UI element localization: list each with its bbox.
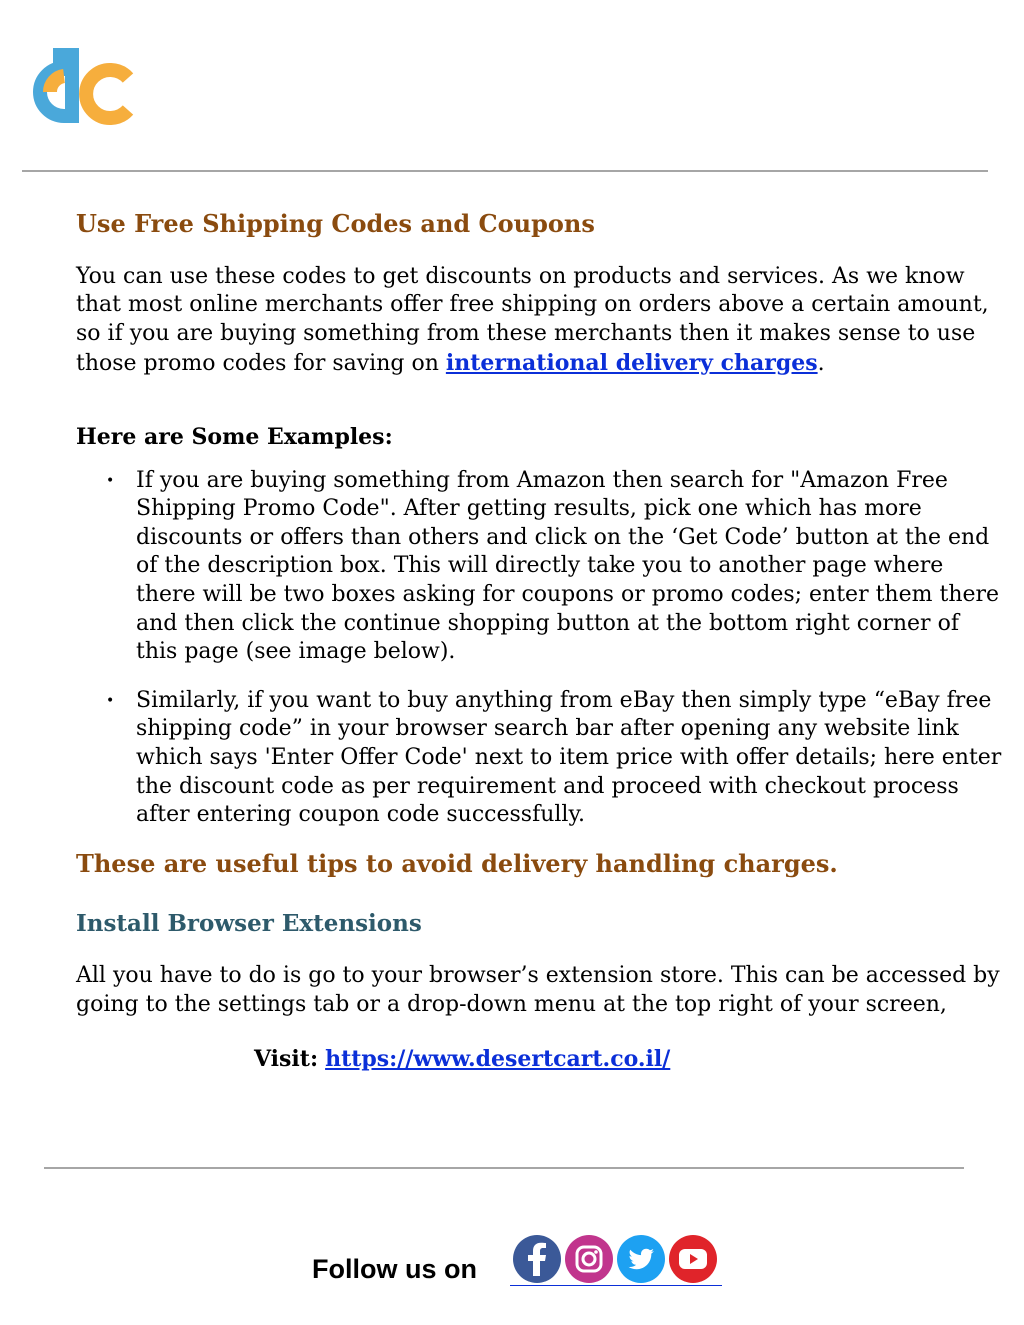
list-item-text: Similarly, if you want to buy anything from eBay then simply type “eBay free shipping code” in your browser search bar after opening any website link which says 'Enter Offer Code' next to item price with offer details; here enter the discount code as per requirement and proceed with checkout process after entering coupon code successfully. (136, 687, 1002, 828)
visit-line (76, 1045, 1006, 1075)
instagram-icon[interactable] (564, 1234, 614, 1284)
section-title-coupons: Use Free Shipping Codes and Coupons (76, 209, 595, 238)
youtube-icon[interactable] (668, 1234, 718, 1284)
bullet-icon: • (106, 692, 115, 709)
tips-heading: These are useful tips to avoid delivery handling charges. (76, 848, 838, 878)
extensions-paragraph: All you have to do is go to your browser’s extension store. This can be accessed by going to the settings tab or a drop-down menu at the top right of your screen, (76, 963, 1000, 1017)
article-content (76, 210, 1006, 1075)
desertcart-url-link[interactable]: https://www.desertcart.co.il/ (325, 1046, 671, 1073)
social-icons (510, 1232, 722, 1286)
facebook-icon[interactable] (512, 1234, 562, 1284)
top-divider (22, 170, 988, 172)
bottom-divider (44, 1167, 964, 1169)
section-title-extensions: Install Browser Extensions (76, 910, 422, 938)
bullet-icon: • (106, 472, 115, 489)
twitter-icon[interactable] (616, 1234, 666, 1284)
follow-us-label: Follow us on (312, 1254, 477, 1284)
list-item (76, 467, 1006, 667)
intro-paragraph (76, 263, 1006, 378)
list-item-text: If you are buying something from Amazon then search for "Amazon Free Shipping Promo Code". After getting results, pick one which has more discounts or offers than others and click on the ‘Get Code’ button at the end of the description box. This will directly take you to another page where there will be two boxes asking for coupons or promo codes; enter them there and then click the continue shopping button at the bottom right corner of this page (see image below). (136, 467, 1000, 665)
intro-text: You can use these codes to get discounts on products and services. As we know that most online merchants offer free shipping on orders above a certain amount, so if you are buying something from these merchants then it makes sense to use those promo codes for saving on (76, 263, 989, 376)
list-item (76, 687, 1006, 830)
visit-label: Visit: (254, 1046, 319, 1073)
social-underline (510, 1285, 722, 1286)
intro-end: . (817, 350, 825, 376)
international-delivery-link[interactable]: international delivery charges (445, 349, 818, 376)
desertcart-logo (20, 48, 134, 140)
examples-heading: Here are Some Examples: (76, 424, 393, 451)
examples-list (76, 467, 1006, 830)
